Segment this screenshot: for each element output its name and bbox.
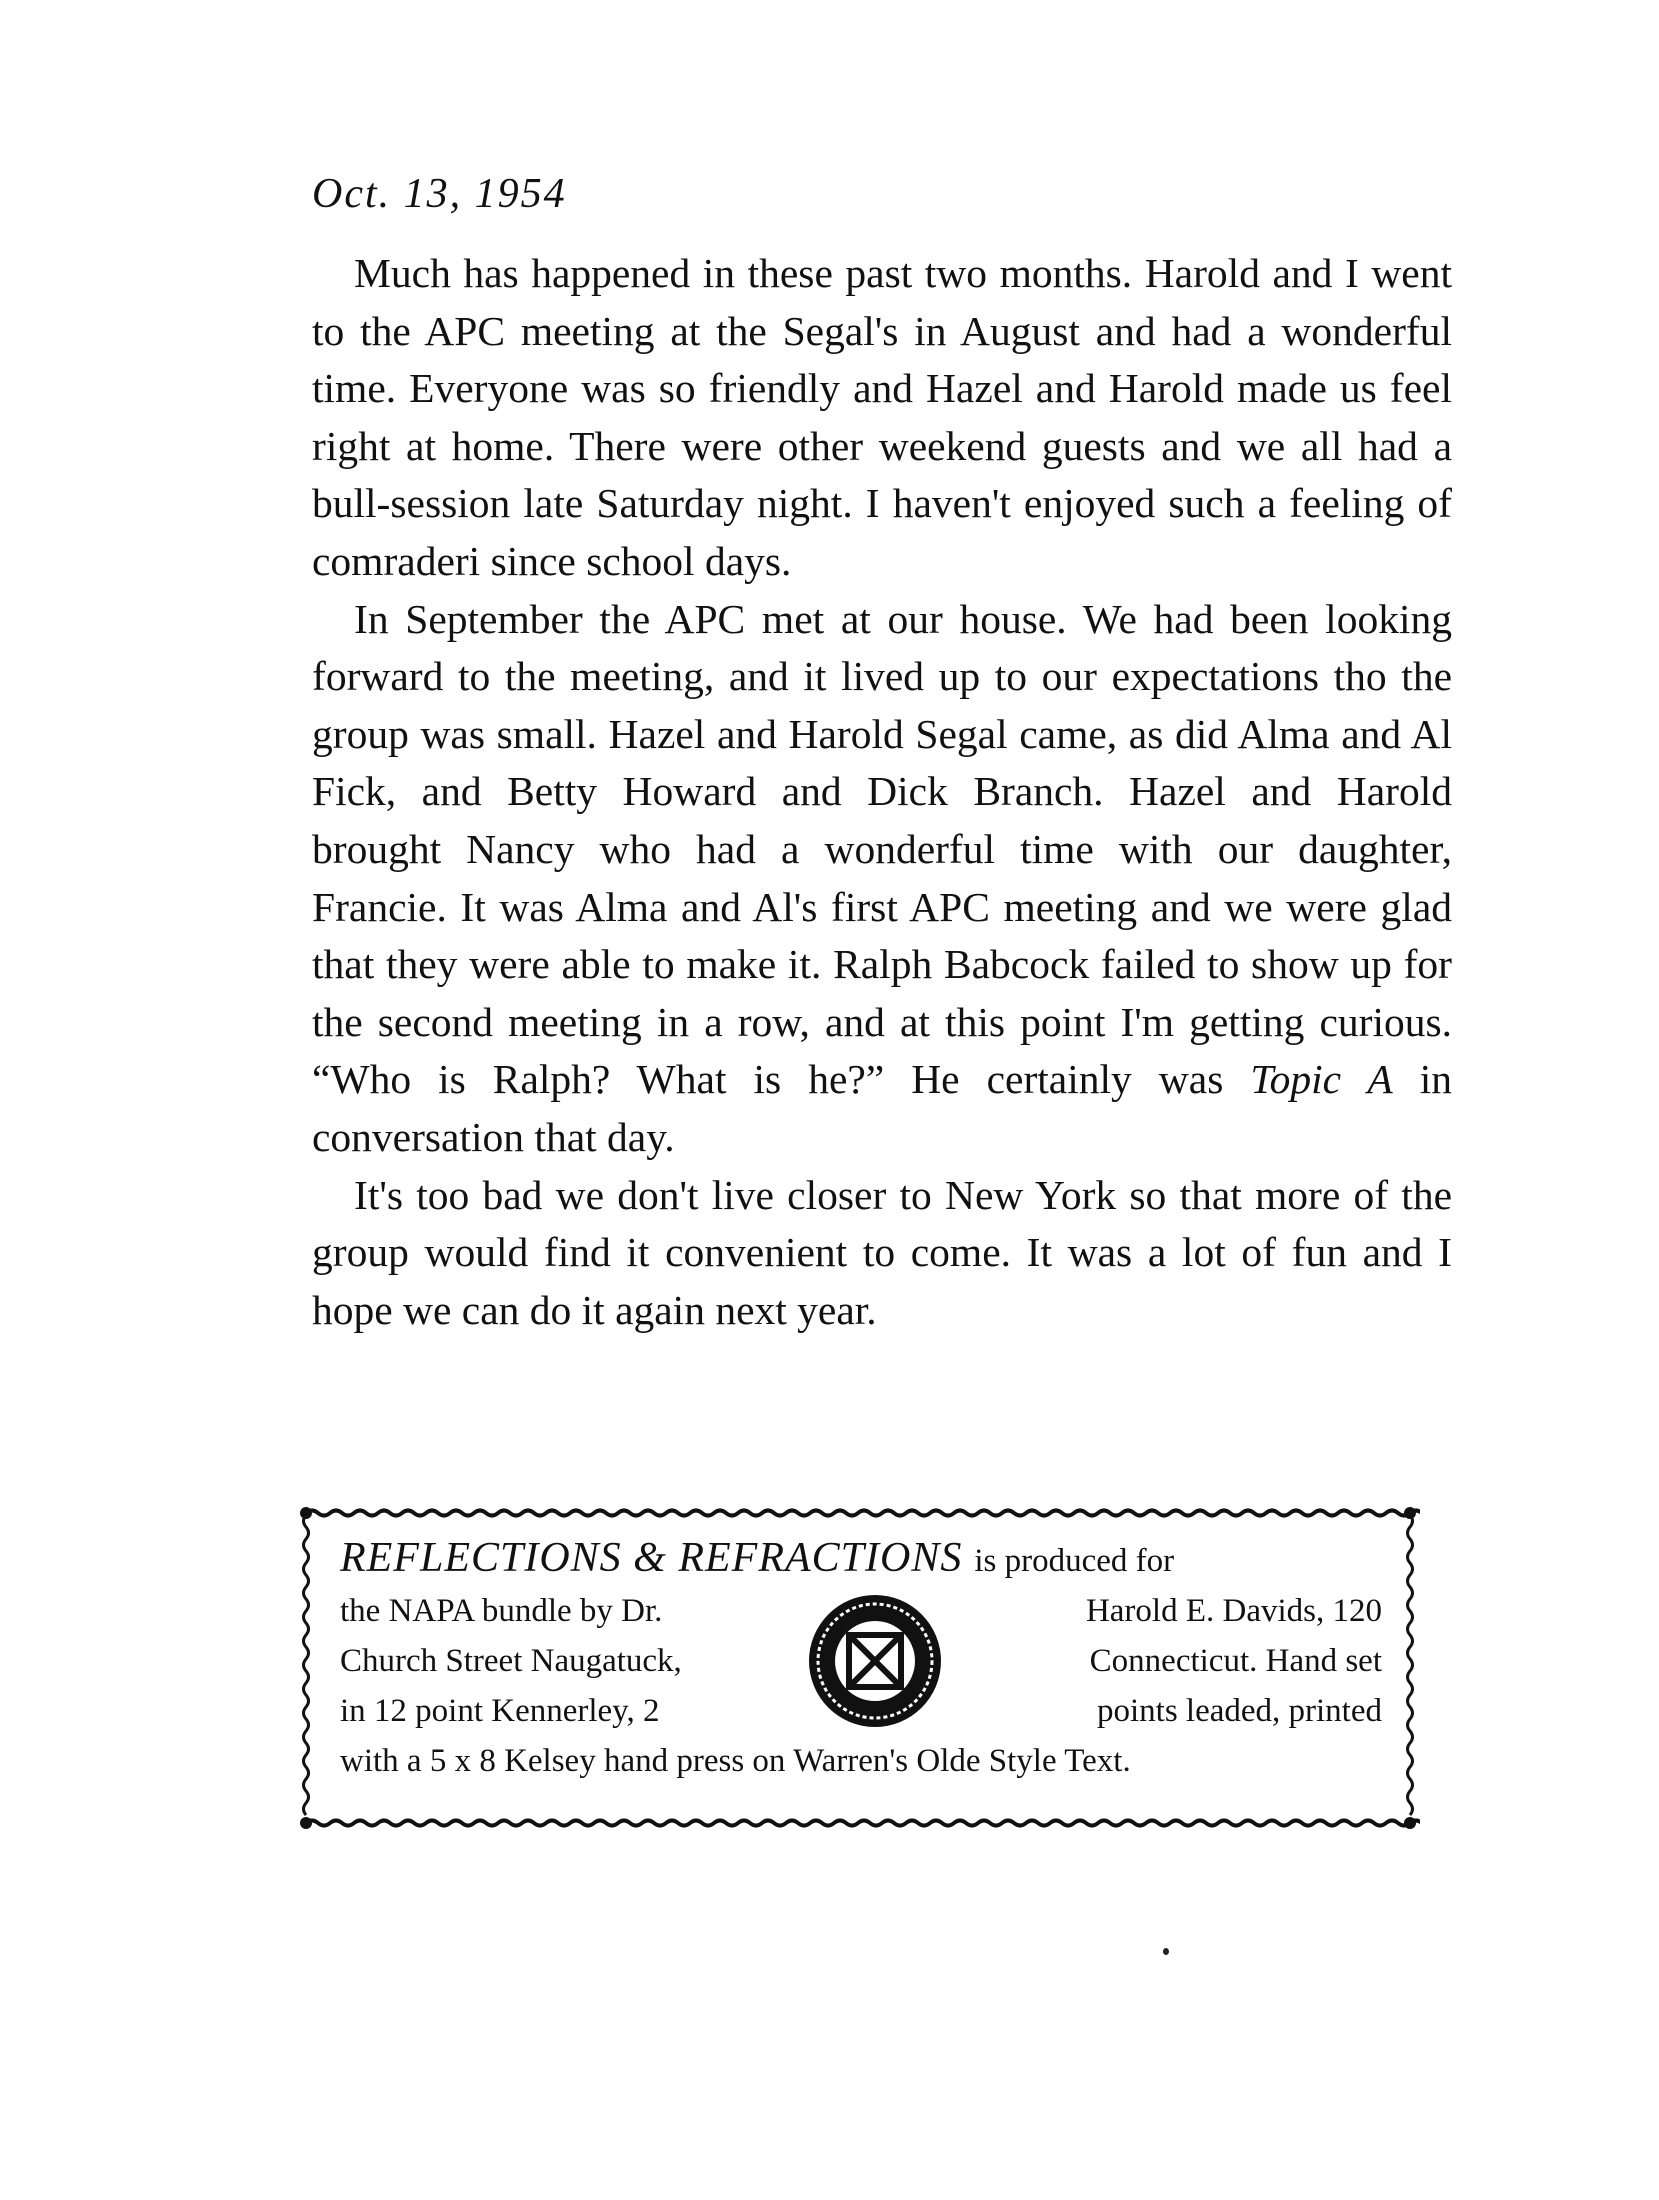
- colophon-line-4: [340, 1686, 1382, 1736]
- colophon-line-2-left: the NAPA bundle by Dr.: [340, 1593, 663, 1629]
- paragraph-3: It's too bad we don't live closer to New York so that more of the group would find it convenient to come. It was a lot of fun and I hope we can do it again next year.: [312, 1171, 1452, 1333]
- document-date: Oct. 13, 1954: [312, 171, 567, 217]
- colophon-line-3: [340, 1636, 1382, 1686]
- colophon-box: [298, 1505, 1420, 1831]
- colophon-line-3-right: Connecticut. Hand set: [1089, 1643, 1382, 1679]
- paragraph-2-italic: Topic A: [1250, 1056, 1393, 1103]
- paragraph-2-text: In September the APC met at our house. We had been looking forward to the meeting, and it lived up to our expectations tho the group was small. Hazel and Harold Segal came, as did Alma and Al Fick, and Betty Howard and Dick Branch. Hazel and Harold brought Nancy who had a wonderful time with our daughter, Francie. It was Alma and Al's first APC meeting and we were glad that they were able to make it. Ralph Babcock failed to show up for the second meeting in a row, and at this point I'm getting curious. “Who is Ralph? What is he?” He certainly was: [312, 595, 1452, 1103]
- publication-title: REFLECTIONS & REFRACTIONS: [340, 1535, 963, 1581]
- colophon-line-4-right: points leaded, printed: [1096, 1693, 1382, 1729]
- colophon-line-1: [340, 1533, 1382, 1586]
- colophon-line-4-left: in 12 point Kennerley, 2: [340, 1693, 660, 1729]
- colophon-line-5: [340, 1736, 1382, 1786]
- colophon-line-2-right: Harold E. Davids, 120: [1085, 1593, 1382, 1629]
- colophon-line-1-rest: is produced for: [974, 1543, 1175, 1579]
- paragraph-2-tail: in conversation that day.: [312, 1056, 1452, 1160]
- document-body: [312, 245, 1452, 1339]
- colophon-line-3-left: Church Street Naugatuck,: [340, 1643, 682, 1679]
- paragraph-2: [312, 591, 1452, 1167]
- colophon-text: [340, 1533, 1382, 1786]
- colophon-line-5-text: with a 5 x 8 Kelsey hand press on Warren's Olde Style Text.: [340, 1743, 1131, 1779]
- colophon-line-2: [340, 1586, 1382, 1636]
- ink-speck: [1163, 1948, 1169, 1955]
- paragraph-1: Much has happened in these past two months. Harold and I went to the APC meeting at the Segal's in August and had a wonderful time. Everyone was so friendly and Hazel and Harold made us feel right at home. There were other weekend guests and we all had a bull-session late Saturday night. I haven't enjoyed such a feeling of comraderi since school days.: [312, 250, 1452, 584]
